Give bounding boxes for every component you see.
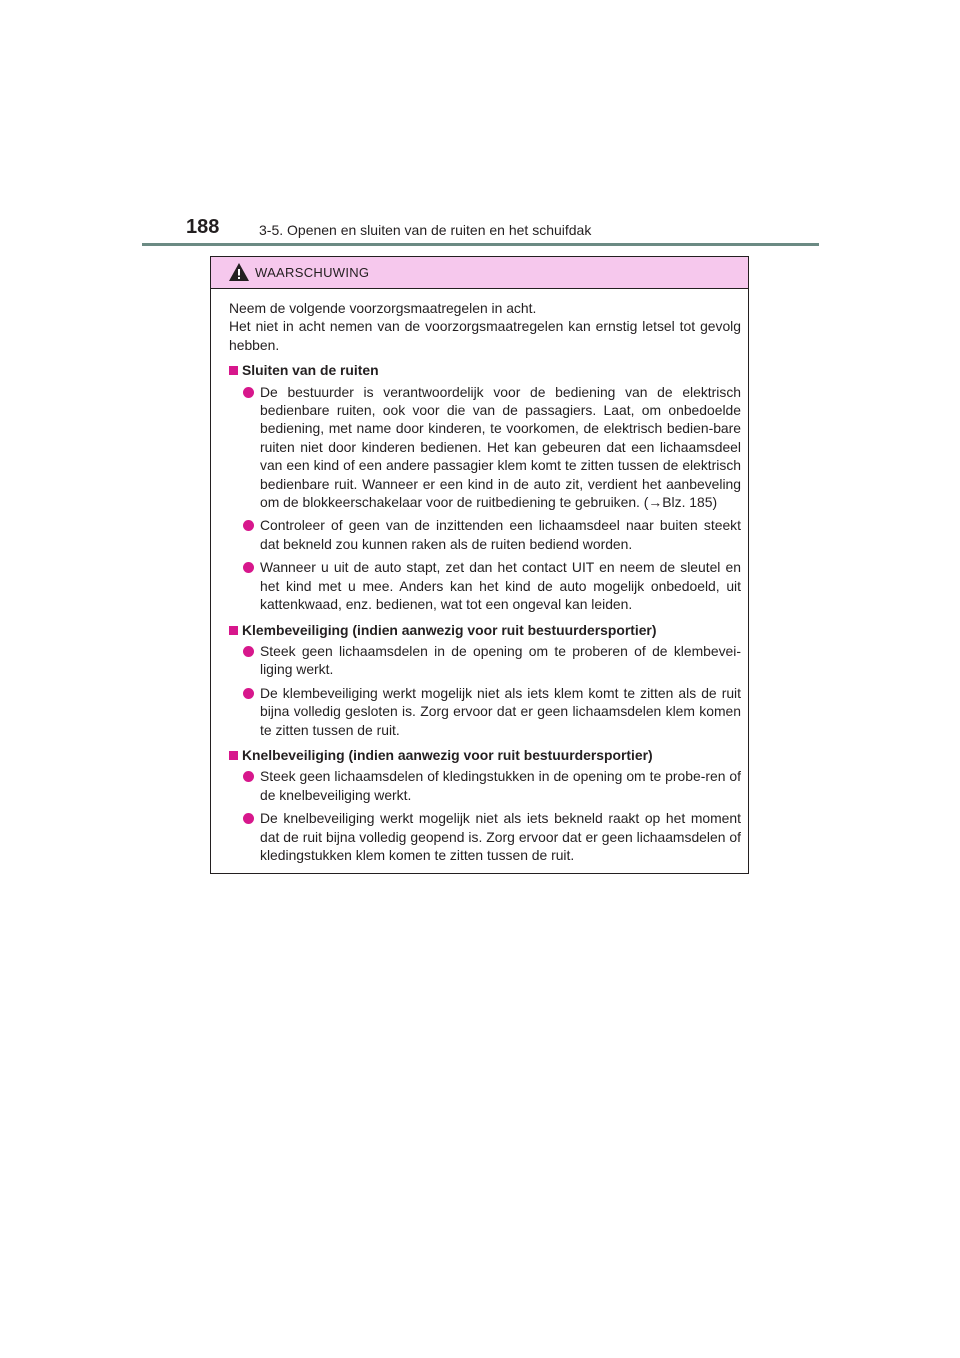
page-number: 188 — [186, 216, 220, 238]
bullet-list — [229, 642, 741, 739]
dot-bullet-icon — [243, 646, 254, 657]
section-pinch-protection — [229, 746, 741, 864]
section-heading-text: Sluiten van de ruiten — [242, 362, 379, 379]
bullet-list — [229, 383, 741, 614]
section-jam-protection — [229, 621, 741, 739]
dot-bullet-icon — [243, 688, 254, 699]
list-item-text: Steek geen lichaamsdelen in de opening om te proberen of de klembevei-liging werkt. — [260, 642, 741, 678]
warning-label: WAARSCHUWING — [255, 265, 370, 280]
list-item-text: Steek geen lichaamsdelen of kledingstukken in de opening om te probe-ren of de knelbeveiliging werkt. — [260, 768, 741, 803]
section-heading-text: Knelbeveiliging (indien aanwezig voor ruit bestuurdersportier) — [242, 746, 653, 763]
bullet-list — [229, 767, 741, 864]
section-heading — [229, 361, 741, 379]
section-heading — [229, 621, 741, 639]
warning-intro — [229, 299, 741, 354]
dot-bullet-icon — [243, 562, 254, 573]
warning-body — [211, 289, 748, 864]
header-rule — [142, 243, 819, 246]
dot-bullet-icon — [243, 813, 254, 824]
list-item — [229, 558, 741, 613]
section-title: 3-5. Openen en sluiten van de ruiten en het schuifdak — [259, 222, 592, 238]
dot-bullet-icon — [243, 771, 254, 782]
dot-bullet-icon — [243, 520, 254, 531]
list-item — [229, 516, 741, 553]
warning-box — [210, 256, 749, 874]
square-bullet-icon — [229, 366, 238, 375]
list-item-text: Wanneer u uit de auto stapt, zet dan het contact UIT en neem de sleutel en het kind met u mee. Anders kan het kind de auto mogelijk onbedoeld, uit kattenkwaad, enz. bedienen, wat tot een ongeval kan leiden. — [260, 559, 741, 613]
section-heading-text: Klembeveiliging (indien aanwezig voor ruit bestuurdersportier) — [242, 621, 657, 638]
list-item — [229, 383, 741, 512]
list-item — [229, 684, 741, 739]
square-bullet-icon — [229, 751, 238, 760]
list-item — [229, 642, 741, 679]
warning-triangle-icon — [228, 262, 250, 282]
intro-line: Het niet in acht nemen van de voorzorgsmaatregelen kan ernstig letsel tot gevolg hebben. — [229, 318, 741, 353]
square-bullet-icon — [229, 626, 238, 635]
dot-bullet-icon — [243, 387, 254, 398]
list-item-text: De knelbeveiliging werkt mogelijk niet als iets bekneld raakt op het moment dat de ruit bijna volledig geopend is. Zorg ervoor dat er geen lichaamsdelen of kledingstukken klem komen te zitten tussen de ruit. — [260, 810, 741, 863]
list-item — [229, 809, 741, 864]
list-item-text: De bestuurder is verantwoordelijk voor de bediening van de elektrisch bedienbare ruiten, ook voor die van de passagiers. Laat, om onbedoelde bediening, met name door kinderen, te voorkomen, de elektrisch bedien-bare ruiten niet door kinderen bedienen. Het kan gebeuren dat een lichaamsdeel van een kind of een andere passagier klem komt te zitten tussen de elektrisch bedienbare ruit. Wanneer er een kind in de auto zit, verdient het aanbeveling om de blokkeerschakelaar voor de ruitbediening te gebruiken. (→Blz. 185) — [260, 383, 741, 511]
list-item-text: Controleer of geen van de inzittenden een lichaamsdeel naar buiten steekt dat bekneld zou kunnen raken als de ruiten bediend worden. — [260, 517, 741, 552]
section-heading — [229, 746, 741, 764]
intro-line: Neem de volgende voorzorgsmaatregelen in acht. — [229, 300, 537, 316]
warning-header — [211, 257, 748, 289]
list-item-text: De klembeveiliging werkt mogelijk niet als iets klem komt te zitten als de ruit bijna volledig gesloten is. Zorg ervoor dat er geen lichaamsdelen klem komen te zitten tussen de ruit. — [260, 684, 741, 738]
list-item — [229, 767, 741, 804]
section-closing-windows — [229, 361, 741, 613]
